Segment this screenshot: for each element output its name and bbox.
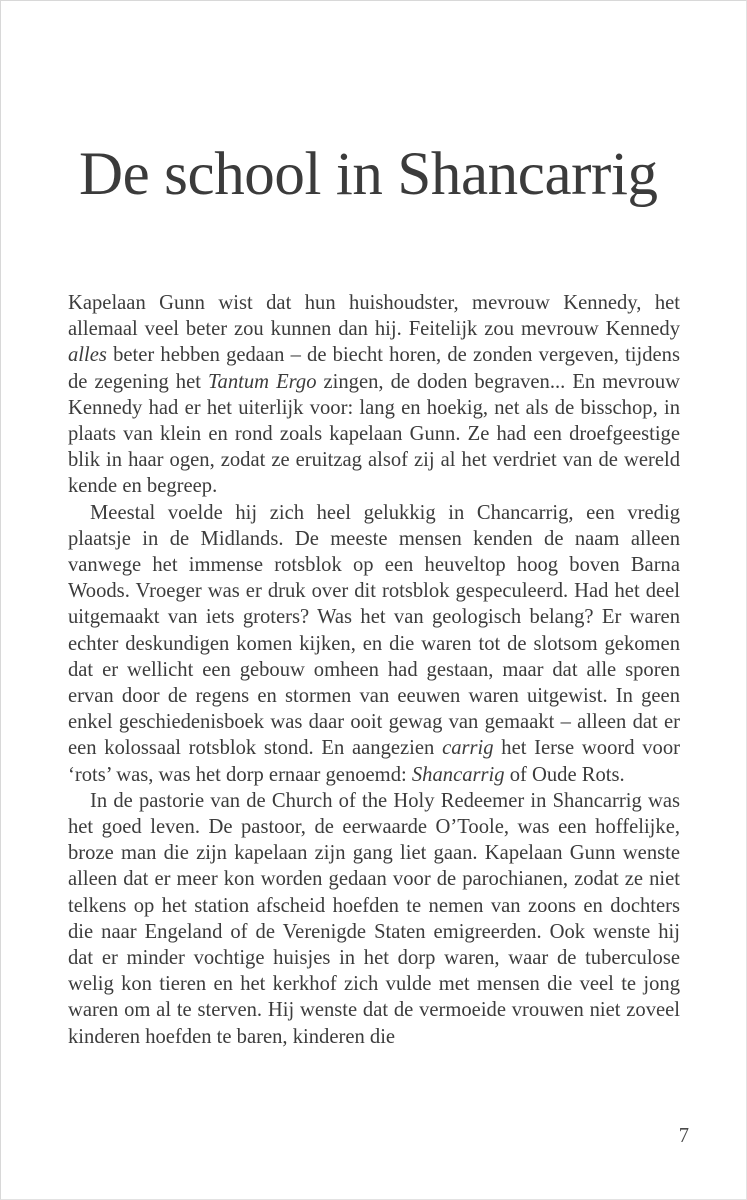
- text-run: beter hebben gedaan – de biecht horen, de zonden vergeven, tijdens de zegening het: [68, 344, 680, 393]
- italic-run: alles: [68, 344, 107, 367]
- text-run: het Ierse woord voor ‘rots’ was, was het dorp ernaar genoemd:: [68, 737, 680, 786]
- paragraph: [68, 788, 680, 1050]
- text-run: Meestal voelde hij zich heel gelukkig in Chancarrig, een vredig plaatsje in de Midlands. De meeste mensen kenden de naam alleen vanwege het immense rotsblok op een heuveltop hoog boven Barna Woods. Vroeger was er druk over dit rotsblok gespeculeerd. Had het deel uitgemaakt van iets groters? Was het van geologisch belang? Er waren echter deskundigen komen kijken, en die waren tot de slotsom gekomen dat er wellicht een gebouw omheen had gestaan, maar dat alle sporen ervan door de regens en stormen van eeuwen waren uitgewist. In geen enkel geschiedenisboek was daar ooit gewag van gemaakt – alleen dat er een kolossaal rotsblok stond. En aangezien: [68, 501, 680, 760]
- body-text-block: [68, 290, 680, 1050]
- italic-run: carrig: [442, 737, 494, 760]
- paragraph: [68, 500, 680, 788]
- italic-run: Shancarrig: [411, 763, 505, 786]
- text-run: zingen, de doden begraven... En mevrouw Kennedy had er het uiterlijk voor: lang en hoekig, net als de bisschop, in plaats van klein en rond zoals kapelaan Gunn. Ze had een droefgeestige blik in haar ogen, zodat ze eruitzag alsof zij al het verdriet van de wereld kende en begreep.: [68, 370, 680, 498]
- text-run: Kapelaan Gunn wist dat hun huishoudster, mevrouw Kennedy, het allemaal veel beter zou kunnen dan hij. Feitelijk zou mevrouw Kennedy: [68, 292, 680, 341]
- text-run: In de pastorie van de Church of the Holy Redeemer in Shancarrig was het goed leven. De pastoor, de eerwaarde O’Toole, was een hoffelijke, broze man die zijn kapelaan zijn gang liet gaan. Kapelaan Gunn wenste alleen dat er meer kon worden gedaan voor de parochianen, zodat ze niet telkens op het station afscheid hoefden te nemen van zoons en dochters die naar Engeland of de Verenigde Staten emigreerden. Ook wenste hij dat er minder vochtige huisjes in het dorp waren, waar de tuberculose welig kon tieren en het kerkhof zich vulde met mensen die veel te jong waren om al te sterven. Hij wenste dat de vermoeide vrouwen niet zoveel kinderen hoefden te baren, kinderen die: [68, 789, 680, 1048]
- text-run: of Oude Rots.: [504, 763, 625, 786]
- page-title: De school in Shancarrig: [79, 140, 658, 208]
- page-number: 7: [678, 1125, 689, 1147]
- paragraph: [68, 290, 680, 500]
- italic-run: Tantum Ergo: [208, 370, 317, 393]
